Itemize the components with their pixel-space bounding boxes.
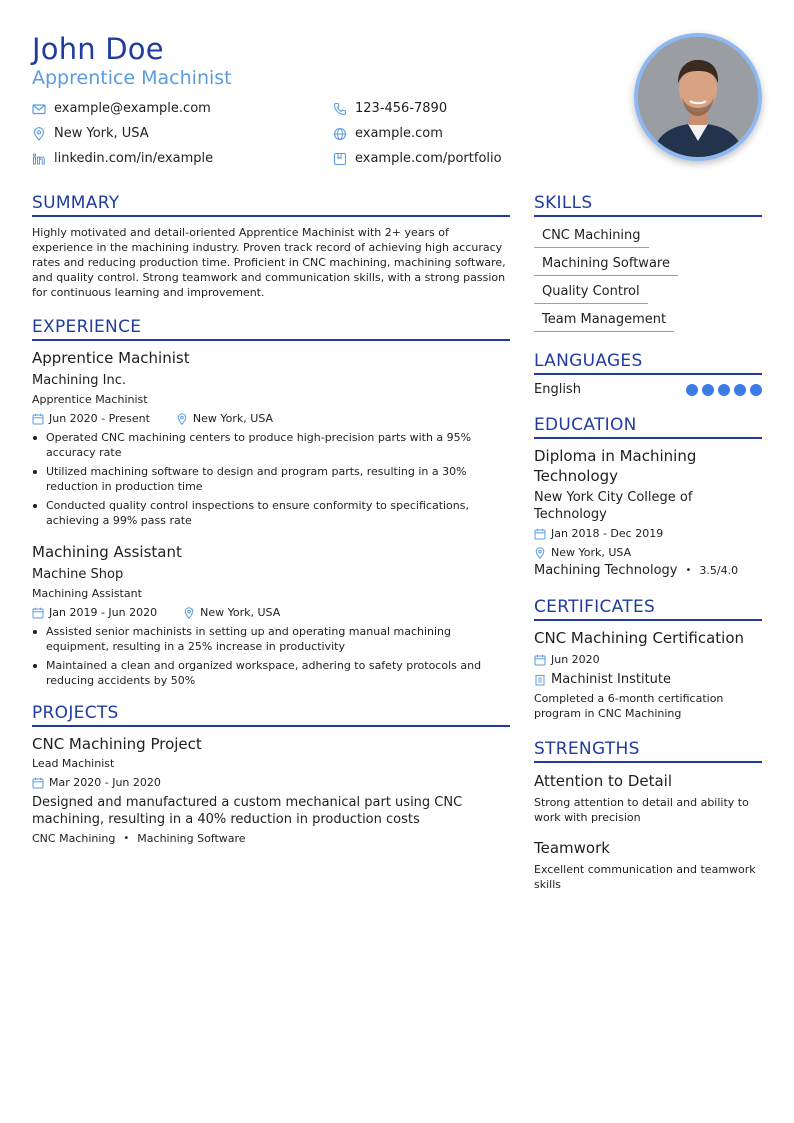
strength-name: Attention to Detail xyxy=(534,772,673,790)
strength-name: Teamwork xyxy=(534,839,610,857)
company-name: Machining Inc. xyxy=(32,373,127,388)
project-item xyxy=(32,734,510,846)
linkedin-icon xyxy=(32,152,46,166)
project-title: CNC Machining Project xyxy=(32,735,202,753)
calendar-icon xyxy=(32,607,44,619)
job-bullets xyxy=(32,430,510,528)
level-dot xyxy=(718,384,730,396)
phone-text: 123-456-7890 xyxy=(355,101,448,116)
education-dates-row xyxy=(534,526,762,541)
job-meta xyxy=(32,411,510,426)
company-name: Machine Shop xyxy=(32,567,124,582)
strengths-section xyxy=(534,738,762,892)
job-dates: Jan 2019 - Jun 2020 xyxy=(49,606,158,619)
language-name: English xyxy=(534,382,581,397)
candidate-title: Apprentice Machinist xyxy=(32,67,232,89)
education-gpa: 3.5/4.0 xyxy=(699,564,739,577)
job-role: Machining Assistant xyxy=(32,587,142,600)
summary-heading: SUMMARY xyxy=(32,192,510,217)
linkedin-text: linkedin.com/in/example xyxy=(54,151,214,166)
calendar-icon xyxy=(534,654,546,666)
profile-photo xyxy=(634,33,762,161)
level-dot xyxy=(686,384,698,396)
bullet-item: Conducted quality control inspections to ensure conformity to specifications, achieving a 99% pass rate xyxy=(32,498,510,528)
education-dates: Jan 2018 - Dec 2019 xyxy=(551,527,664,540)
education-heading: EDUCATION xyxy=(534,414,762,439)
project-tag: CNC Machining xyxy=(32,832,116,845)
languages-heading: LANGUAGES xyxy=(534,350,762,375)
skills-section xyxy=(534,192,762,336)
contact-location xyxy=(32,126,149,141)
project-dates: Mar 2020 - Jun 2020 xyxy=(49,776,161,789)
bullet-item: Assisted senior machinists in setting up and operating manual machining equipment, resulting in a 25% increase in productivity xyxy=(32,624,510,654)
sidebar-column xyxy=(534,192,762,892)
project-tags xyxy=(32,831,510,846)
contact-phone[interactable] xyxy=(333,101,447,116)
building-icon xyxy=(534,674,546,686)
certificates-section xyxy=(534,596,762,721)
contact-linkedin[interactable] xyxy=(32,151,213,166)
language-item xyxy=(534,382,762,397)
languages-section xyxy=(534,350,762,397)
location-pin-icon xyxy=(176,413,188,425)
separator-dot: • xyxy=(685,565,692,576)
experience-section xyxy=(32,316,510,688)
resume-header xyxy=(32,30,632,90)
skills-list xyxy=(534,224,762,336)
project-tag: Machining Software xyxy=(137,832,246,845)
skills-heading: SKILLS xyxy=(534,192,762,217)
contact-email[interactable] xyxy=(32,101,211,116)
main-column xyxy=(32,192,510,846)
project-role: Lead Machinist xyxy=(32,757,115,770)
calendar-icon xyxy=(534,528,546,540)
job-role: Apprentice Machinist xyxy=(32,393,148,406)
education-field: Machining Technology xyxy=(534,563,678,578)
job-location: New York, USA xyxy=(200,606,281,619)
location-pin-icon xyxy=(32,127,46,141)
globe-icon xyxy=(333,127,347,141)
website-text: example.com xyxy=(355,126,443,141)
portfolio-text: example.com/portfolio xyxy=(355,151,502,166)
bullet-item: Operated CNC machining centers to produce high-precision parts with a 95% accuracy rate xyxy=(32,430,510,460)
education-section xyxy=(534,414,762,578)
projects-section xyxy=(32,702,510,846)
contact-website[interactable] xyxy=(333,126,443,141)
strength-item xyxy=(534,771,762,825)
email-icon xyxy=(32,102,46,116)
bullet-item: Maintained a clean and organized workspace, adhering to safety protocols and reducing accidents by 50% xyxy=(32,658,510,688)
experience-heading: EXPERIENCE xyxy=(32,316,510,341)
certificate-date-row xyxy=(534,652,762,667)
skill-tag: Quality Control xyxy=(534,283,648,304)
strengths-heading: STRENGTHS xyxy=(534,738,762,763)
contact-portfolio[interactable] xyxy=(333,151,502,166)
strength-item xyxy=(534,838,762,892)
phone-icon xyxy=(333,102,347,116)
level-dot xyxy=(750,384,762,396)
job-bullets xyxy=(32,624,510,688)
education-location: New York, USA xyxy=(551,546,632,559)
certificate-name: CNC Machining Certification xyxy=(534,629,744,647)
skill-tag: Machining Software xyxy=(534,255,678,276)
experience-item xyxy=(32,542,510,688)
certificates-heading: CERTIFICATES xyxy=(534,596,762,621)
project-meta xyxy=(32,775,510,790)
summary-section xyxy=(32,192,510,300)
skill-tag: Team Management xyxy=(534,311,674,332)
certificate-description: Completed a 6-month certification program in CNC Machining xyxy=(534,692,724,720)
project-description: Designed and manufactured a custom mechanical part using CNC machining, resulting in a 40% reduction in production costs xyxy=(32,795,463,827)
education-location-row xyxy=(534,545,762,560)
certificate-issuer: Machinist Institute xyxy=(551,672,672,687)
candidate-name: John Doe xyxy=(32,32,164,66)
email-text: example@example.com xyxy=(54,101,211,116)
location-pin-icon xyxy=(534,547,546,559)
location-pin-icon xyxy=(183,607,195,619)
school-name: New York City College of Technology xyxy=(534,490,693,522)
job-meta xyxy=(32,605,510,620)
certificate-issuer-row xyxy=(534,671,762,688)
skill-tag: CNC Machining xyxy=(534,227,649,248)
job-title: Apprentice Machinist xyxy=(32,349,190,367)
job-dates: Jun 2020 - Present xyxy=(49,412,150,425)
language-level xyxy=(686,384,762,396)
calendar-icon xyxy=(32,413,44,425)
job-title: Machining Assistant xyxy=(32,543,182,561)
level-dot xyxy=(734,384,746,396)
strength-description: Excellent communication and teamwork skills xyxy=(534,863,756,891)
portfolio-icon xyxy=(333,152,347,166)
job-location: New York, USA xyxy=(192,412,274,425)
certificate-date: Jun 2020 xyxy=(551,653,600,666)
strength-description: Strong attention to detail and ability to work with precision xyxy=(534,796,749,824)
education-field-row xyxy=(534,563,762,578)
projects-heading: PROJECTS xyxy=(32,702,510,727)
avatar xyxy=(638,37,758,157)
degree-title: Diploma in Machining Technology xyxy=(534,447,697,485)
location-text: New York, USA xyxy=(54,126,149,141)
calendar-icon xyxy=(32,777,44,789)
separator-dot: • xyxy=(123,833,130,844)
bullet-item: Utilized machining software to design and program parts, resulting in a 30% reduction in production time xyxy=(32,464,510,494)
level-dot xyxy=(702,384,714,396)
experience-item xyxy=(32,348,510,528)
summary-text: Highly motivated and detail-oriented Apprentice Machinist with 2+ years of experience in the machining industry. Proven track record of achieving high accuracy rates and reducing production time. Proficient in CNC machining, machining software, and quality control. Strong teamwork and communication skills, with a strong passion for continuous learning and improvement. xyxy=(32,226,506,299)
